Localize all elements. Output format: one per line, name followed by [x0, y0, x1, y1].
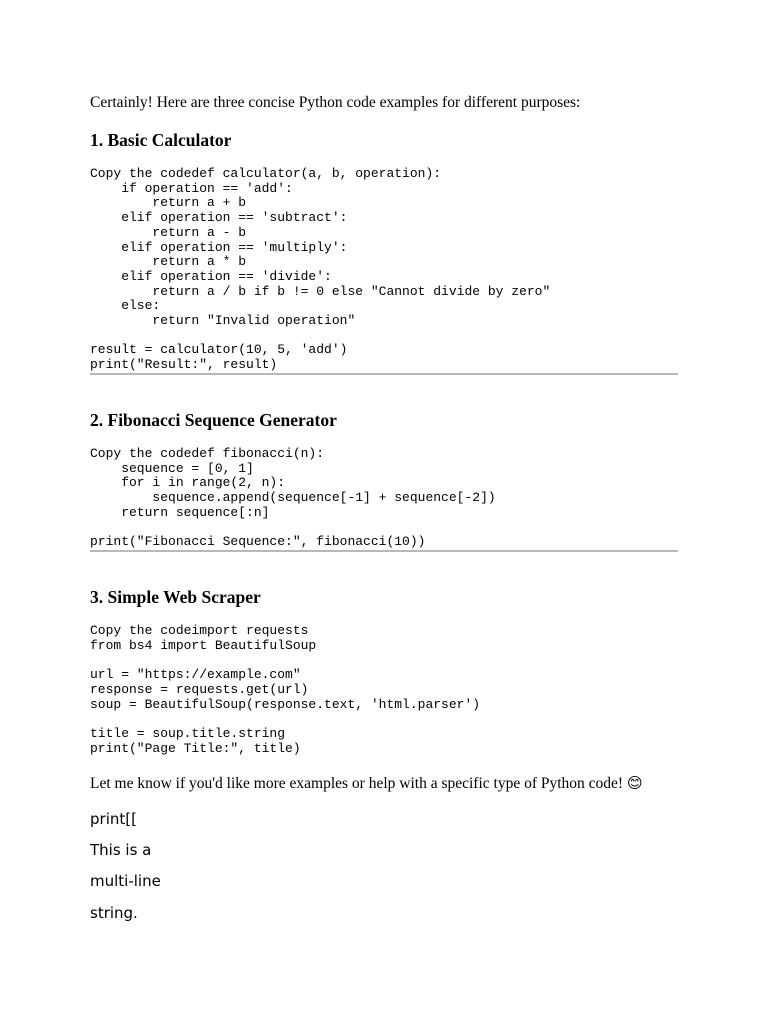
- trailing-line-4: string.: [90, 904, 138, 922]
- smiling-face-icon: 😊: [626, 774, 643, 792]
- code-block-web-scraper: Copy the codeimport requests from bs4 import BeautifulSoup url = "https://example.com" response = requests.get(url) soup = BeautifulSoup(response.text, 'html.parser') title = soup.title.string print("Page Title:", title): [90, 623, 481, 756]
- outro-paragraph: [90, 773, 643, 794]
- code-block-fibonacci: Copy the codedef fibonacci(n): sequence = [0, 1] for i in range(2, n): sequence.append(sequence[-1] + sequence[-2]) return sequence[:n] print("Fibonacci Sequence:", fibonacci(10)): [90, 447, 678, 552]
- trailing-line-1: print[[: [90, 810, 137, 828]
- intro-paragraph: Certainly! Here are three concise Python code examples for different purposes:: [90, 94, 581, 111]
- section-heading-fibonacci: 2. Fibonacci Sequence Generator: [90, 410, 337, 430]
- trailing-line-2: This is a: [90, 841, 152, 859]
- trailing-line-3: multi-line: [90, 872, 161, 890]
- section-heading-web-scraper: 3. Simple Web Scraper: [90, 587, 261, 607]
- section-heading-calculator: 1. Basic Calculator: [90, 130, 232, 150]
- outro-text: Let me know if you'd like more examples or help with a specific type of Python code!: [90, 775, 624, 792]
- code-block-calculator: Copy the codedef calculator(a, b, operation): if operation == 'add': return a + b elif operation == 'subtract': return a - b elif operation == 'multiply': return a * b elif operation == 'divide': return a / b if b != 0 else "Cannot divide by zero" else: return "Invalid operation" result = calculator(10, 5, 'add') print("Result:", result): [90, 167, 678, 375]
